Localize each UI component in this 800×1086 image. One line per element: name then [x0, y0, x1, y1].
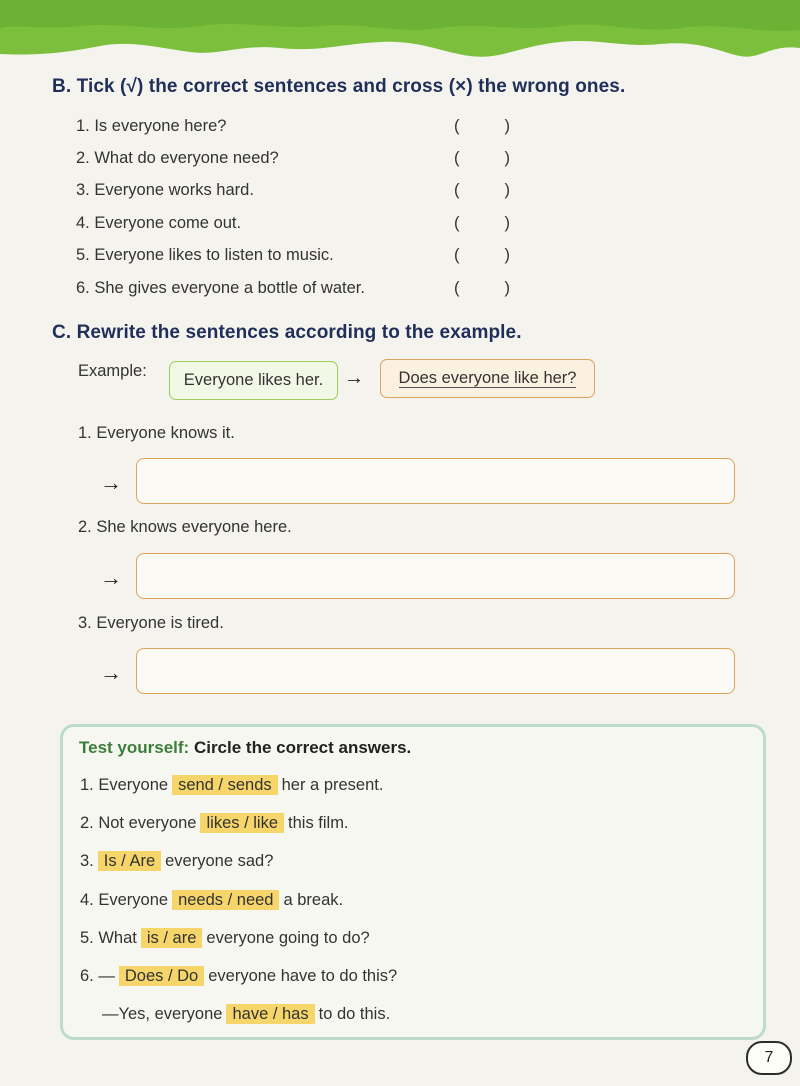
rewrite-question-3: 3. Everyone is tired.: [78, 614, 224, 632]
arrow-icon: →: [100, 565, 122, 590]
answer-options[interactable]: likes / like: [200, 813, 284, 833]
answer-options[interactable]: is / are: [141, 928, 203, 948]
section-b-item-1: 1. Is everyone here?: [76, 117, 227, 135]
test-row-pre: 3.: [80, 852, 94, 870]
section-b-item-5: 5. Everyone likes to listen to music.: [76, 246, 334, 264]
test-row-pre: 4. Everyone: [80, 891, 169, 909]
top-banner: [0, 0, 800, 72]
section-c-title: C. Rewrite the sentences according to the example.: [52, 322, 522, 343]
test-yourself-instruction: Circle the correct answers.: [189, 738, 412, 757]
answer-parens-3[interactable]: [454, 181, 510, 200]
answer-options[interactable]: Is / Are: [98, 851, 161, 871]
answer-parens-6[interactable]: [454, 279, 510, 298]
example-answer-box: [380, 359, 595, 398]
arrow-icon: →: [100, 660, 122, 685]
answer-options[interactable]: send / sends: [172, 775, 278, 795]
answer-options[interactable]: have / has: [226, 1004, 314, 1024]
arrow-icon: →: [100, 470, 122, 495]
test-yourself-label: Test yourself:: [79, 738, 190, 757]
test-row-pre: 5. What: [80, 929, 137, 947]
test-row-post: everyone going to do?: [206, 929, 370, 947]
section-b-item-3: 3. Everyone works hard.: [76, 181, 254, 199]
test-row-post: to do this.: [318, 1005, 391, 1023]
paren-close: ): [504, 279, 510, 297]
paren-open: (: [454, 149, 460, 167]
rewrite-answer-field-1[interactable]: [136, 458, 735, 504]
rewrite-answer-field-2[interactable]: [136, 553, 735, 599]
section-b-title: B. Tick (√) the correct sentences and cross (×) the wrong ones.: [52, 76, 626, 97]
test-row-post: a break.: [283, 891, 344, 909]
test-row-pre: —Yes, everyone: [102, 1005, 223, 1023]
test-row-post: everyone have to do this?: [208, 967, 398, 985]
paren-open: (: [454, 214, 460, 232]
example-answer-text: Does everyone like her?: [398, 369, 577, 387]
paren-open: (: [454, 279, 460, 297]
answer-parens-5[interactable]: [454, 246, 510, 265]
paren-close: ): [504, 246, 510, 264]
example-label: Example:: [78, 362, 147, 380]
test-row-post: everyone sad?: [165, 852, 274, 870]
paren-close: ): [504, 117, 510, 135]
rewrite-answer-field-3[interactable]: [136, 648, 735, 694]
test-yourself-title: [79, 738, 411, 758]
paren-open: (: [454, 246, 460, 264]
paren-close: ): [504, 181, 510, 199]
page-number: 7: [746, 1041, 792, 1075]
example-given-box: [169, 361, 338, 400]
section-b-item-2: 2. What do everyone need?: [76, 149, 279, 167]
rewrite-question-1: 1. Everyone knows it.: [78, 424, 235, 442]
test-row-5: [80, 929, 370, 948]
example-given-text: Everyone likes her.: [183, 371, 324, 389]
test-row-3: [80, 852, 273, 871]
answer-parens-1[interactable]: [454, 117, 510, 136]
answer-options[interactable]: needs / need: [172, 890, 279, 910]
paren-open: (: [454, 181, 460, 199]
test-row-4: [80, 891, 343, 910]
test-row-post: this film.: [288, 814, 349, 832]
test-row-post: her a present.: [281, 776, 384, 794]
test-row-2: [80, 814, 349, 833]
rewrite-question-2: 2. She knows everyone here.: [78, 518, 292, 536]
answer-parens-2[interactable]: [454, 149, 510, 168]
answer-options[interactable]: Does / Do: [119, 966, 204, 986]
answer-parens-4[interactable]: [454, 214, 510, 233]
section-b-item-4: 4. Everyone come out.: [76, 214, 242, 232]
test-row-6-reply: [102, 1005, 390, 1024]
paren-close: ): [504, 149, 510, 167]
test-row-6: [80, 967, 397, 986]
example-arrow-icon: →: [344, 367, 364, 389]
test-yourself-panel: [60, 724, 766, 1040]
section-b-item-6: 6. She gives everyone a bottle of water.: [76, 279, 365, 297]
test-row-pre: 6. —: [80, 967, 115, 985]
test-row-pre: 2. Not everyone: [80, 814, 197, 832]
test-row-pre: 1. Everyone: [80, 776, 169, 794]
paren-open: (: [454, 117, 460, 135]
paren-close: ): [504, 214, 510, 232]
test-row-1: [80, 776, 383, 795]
